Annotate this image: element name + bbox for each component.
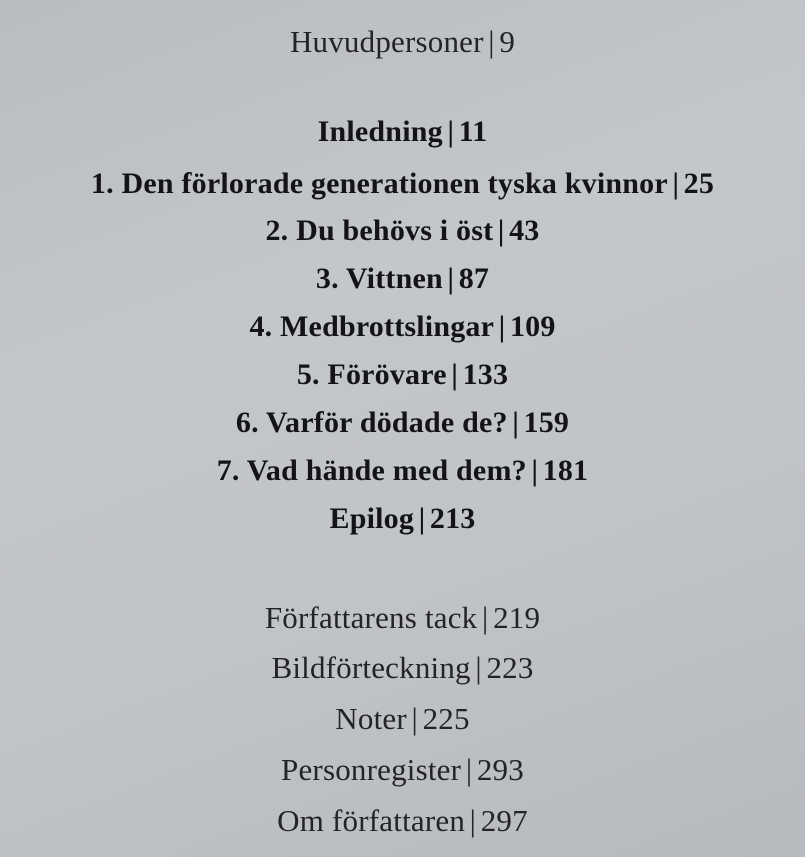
toc-entry-title: 4. Medbrottslingar xyxy=(249,310,495,343)
toc-entry-page: 87 xyxy=(458,262,490,295)
toc-entry-page: 223 xyxy=(486,650,534,685)
toc-entry-chapter-5 xyxy=(0,358,805,392)
toc-entry-personregister xyxy=(0,752,805,788)
toc-separator: | xyxy=(418,502,426,535)
toc-entry-chapter-2 xyxy=(0,214,805,248)
toc-separator: | xyxy=(447,262,455,295)
toc-separator: | xyxy=(411,701,418,736)
toc-entry-title: Epilog xyxy=(329,502,415,535)
toc-entry-noter xyxy=(0,701,805,737)
toc-entry-page: 109 xyxy=(509,310,556,343)
toc-entry-page: 225 xyxy=(422,701,470,736)
toc-separator: | xyxy=(531,454,539,487)
toc-separator: | xyxy=(475,650,482,685)
toc-separator: | xyxy=(672,167,680,200)
toc-entry-title: Noter xyxy=(335,701,407,736)
toc-entry-page: 133 xyxy=(462,358,509,391)
toc-entry-title: 2. Du behövs i öst xyxy=(265,214,494,247)
toc-separator: | xyxy=(469,803,477,838)
toc-entry-inledning xyxy=(0,115,805,149)
toc-entry-huvudpersoner xyxy=(0,24,805,60)
toc-entry-page: 9 xyxy=(499,24,516,59)
toc-entry-chapter-3 xyxy=(0,262,805,296)
toc-separator: | xyxy=(447,115,455,148)
toc-entry-title: Författarens tack xyxy=(264,600,478,635)
toc-entry-title: Om författaren xyxy=(277,803,466,838)
toc-entry-title: Personregister xyxy=(281,752,462,787)
toc-entry-page: 219 xyxy=(493,600,541,635)
toc-separator: | xyxy=(465,752,473,787)
toc-separator: | xyxy=(451,358,459,391)
toc-entry-chapter-6 xyxy=(0,406,805,440)
toc-separator: | xyxy=(488,24,495,59)
toc-entry-bildforteckning xyxy=(0,650,805,686)
toc-entry-title: 5. Förövare xyxy=(296,358,447,391)
toc-entry-forfattarens-tack xyxy=(0,600,805,636)
toc-entry-page: 297 xyxy=(480,803,528,838)
toc-entry-page: 43 xyxy=(509,214,540,247)
toc-entry-page: 25 xyxy=(683,167,715,200)
toc-entry-chapter-1 xyxy=(0,167,805,201)
toc-entry-page: 159 xyxy=(523,406,570,439)
toc-entry-title: 3. Vittnen xyxy=(315,262,443,295)
toc-separator: | xyxy=(512,406,520,439)
toc-entry-chapter-4 xyxy=(0,310,805,344)
toc-entry-title: Bildförteckning xyxy=(271,650,471,685)
toc-entry-page: 181 xyxy=(542,454,589,487)
toc-entry-om-forfattaren xyxy=(0,803,805,839)
toc-entry-title: 1. Den förlorade generationen tyska kvinnor xyxy=(90,167,668,200)
toc-entry-page: 213 xyxy=(429,502,476,535)
toc-separator: | xyxy=(497,214,505,247)
toc-entry-page: 11 xyxy=(458,115,488,148)
toc-entry-title: 7. Vad hände med dem? xyxy=(216,454,527,487)
toc-separator: | xyxy=(482,600,489,635)
toc-entry-page: 293 xyxy=(476,752,524,787)
toc-entry-title: Inledning xyxy=(317,115,443,148)
toc-entry-title: Huvudpersoner xyxy=(289,24,484,59)
toc-entry-epilog xyxy=(0,502,805,536)
toc-entry-chapter-7 xyxy=(0,454,805,488)
toc-separator: | xyxy=(498,310,506,343)
toc-entry-title: 6. Varför dödade de? xyxy=(235,406,508,439)
